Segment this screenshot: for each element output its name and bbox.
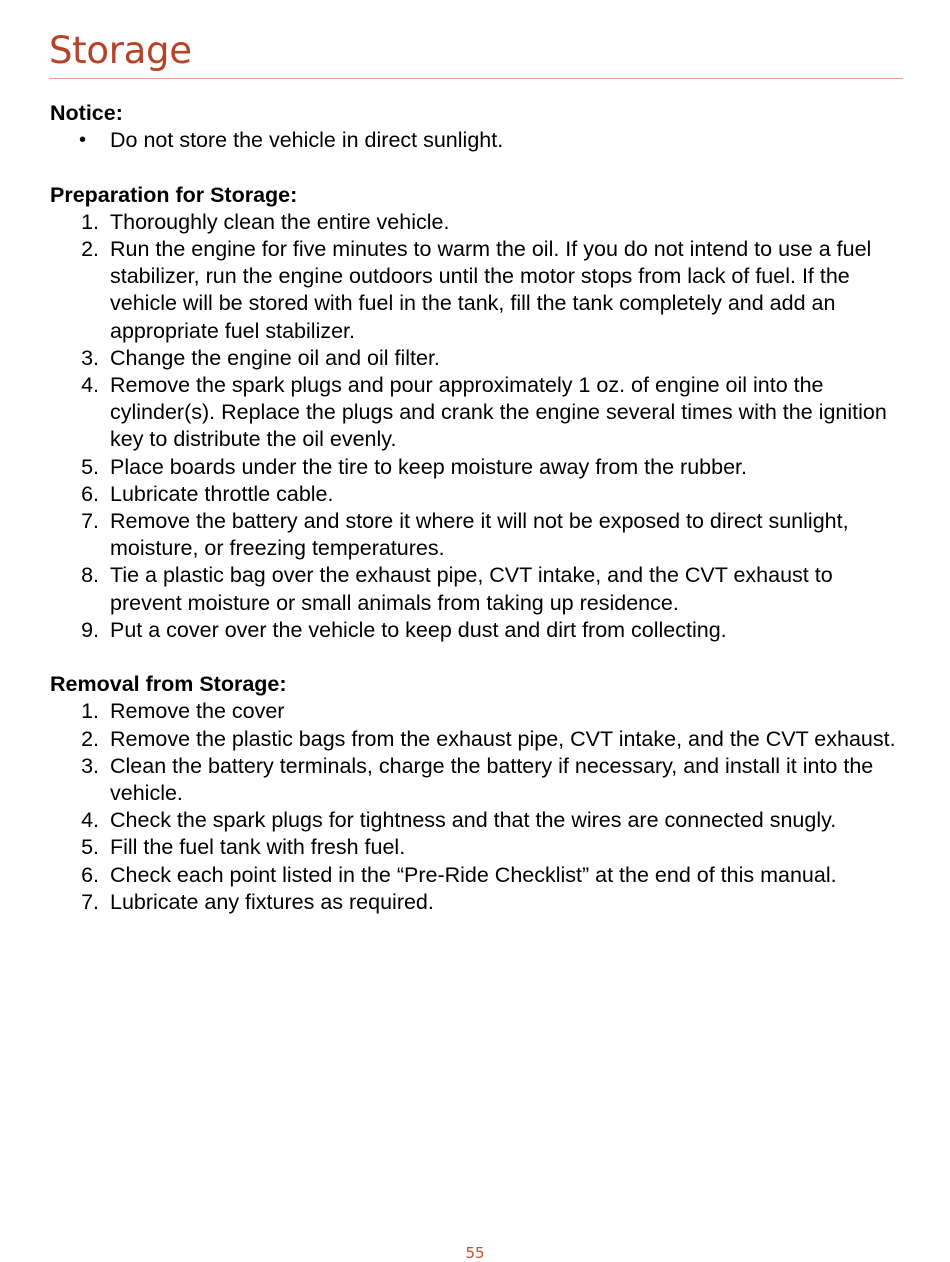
notice-heading: Notice: <box>50 101 123 125</box>
list-item <box>50 345 900 372</box>
list-item <box>50 753 900 807</box>
removal-heading: Removal from Storage: <box>50 672 287 697</box>
list-item-text: Tie a plastic bag over the exhaust pipe, CVT intake, and the CVT exhaust to prevent moisture or small animals from taking up residence. <box>110 563 833 615</box>
list-item <box>50 698 900 725</box>
preparation-list <box>50 209 900 644</box>
list-item-number: 7. <box>81 509 99 534</box>
list-item <box>50 127 900 154</box>
list-item-number: 4. <box>81 373 99 398</box>
list-item-number: 4. <box>81 808 99 833</box>
list-item-text: Run the engine for five minutes to warm the oil. If you do not intend to use a fuel stabilizer, run the engine outdoors until the motor stops from lack of fuel. If the vehicle will be stored with fuel in the tank, fill the tank completely and add an appropriate fuel stabilizer. <box>110 237 872 343</box>
list-item-number: 6. <box>81 862 99 887</box>
list-item-number: 9. <box>81 617 99 642</box>
list-item-number: 7. <box>81 889 99 914</box>
list-item-number: 2. <box>81 726 99 751</box>
list-item <box>50 834 900 861</box>
list-item-text: Thoroughly clean the entire vehicle. <box>110 209 450 234</box>
list-item-text: Do not store the vehicle in direct sunlight. <box>110 128 504 153</box>
list-item-text: Check the spark plugs for tightness and that the wires are connected snugly. <box>110 808 837 833</box>
spacer <box>50 154 900 181</box>
list-item-text: Remove the plastic bags from the exhaust pipe, CVT intake, and the CVT exhaust. <box>110 726 896 751</box>
list-item-text: Remove the spark plugs and pour approximately 1 oz. of engine oil into the cylinder(s). Replace the plugs and crank the engine several times with the ignition key to distribute the oil evenly. <box>110 373 887 452</box>
removal-list <box>50 698 900 916</box>
list-item <box>50 372 900 454</box>
document-body <box>50 100 900 916</box>
list-item-text: Lubricate throttle cable. <box>110 481 334 506</box>
list-item <box>50 508 900 562</box>
list-item-number: 6. <box>81 481 99 506</box>
list-item-text: Check each point listed in the “Pre-Ride Checklist” at the end of this manual. <box>110 862 837 887</box>
list-item <box>50 236 900 345</box>
list-item <box>50 807 900 834</box>
list-item <box>50 562 900 616</box>
list-item-number: 3. <box>81 345 99 370</box>
list-item-text: Change the engine oil and oil filter. <box>110 345 440 370</box>
preparation-heading: Preparation for Storage: <box>50 182 298 207</box>
list-item-text: Lubricate any fixtures as required. <box>110 889 434 914</box>
notice-list <box>50 127 900 154</box>
list-item-number: 5. <box>81 835 99 860</box>
list-item <box>50 454 900 481</box>
spacer <box>50 644 900 671</box>
list-item-number: 5. <box>81 454 99 479</box>
list-item-number: 8. <box>81 563 99 588</box>
list-item-number: 1. <box>81 699 99 724</box>
list-item-text: Clean the battery terminals, charge the battery if necessary, and install it into the vehicle. <box>110 753 874 806</box>
list-item <box>50 889 900 916</box>
page-title: Storage <box>49 29 192 72</box>
list-item-text: Remove the cover <box>110 699 285 724</box>
list-item-number: 2. <box>81 237 99 261</box>
list-item <box>50 209 900 236</box>
list-item-text: Remove the battery and store it where it will not be exposed to direct sunlight, moisture, or freezing temperatures. <box>110 509 849 561</box>
list-item <box>50 617 900 644</box>
list-item-number: 3. <box>81 753 99 778</box>
list-item-number: 1. <box>81 209 99 234</box>
list-item <box>50 726 900 753</box>
bullet-icon: • <box>79 129 87 152</box>
title-divider <box>49 78 903 79</box>
list-item-text: Fill the fuel tank with fresh fuel. <box>110 835 406 860</box>
page-number: 55 <box>465 1244 485 1262</box>
list-item <box>50 862 900 889</box>
list-item <box>50 481 900 508</box>
list-item-text: Place boards under the tire to keep moisture away from the rubber. <box>110 454 747 479</box>
list-item-text: Put a cover over the vehicle to keep dust and dirt from collecting. <box>110 617 727 642</box>
